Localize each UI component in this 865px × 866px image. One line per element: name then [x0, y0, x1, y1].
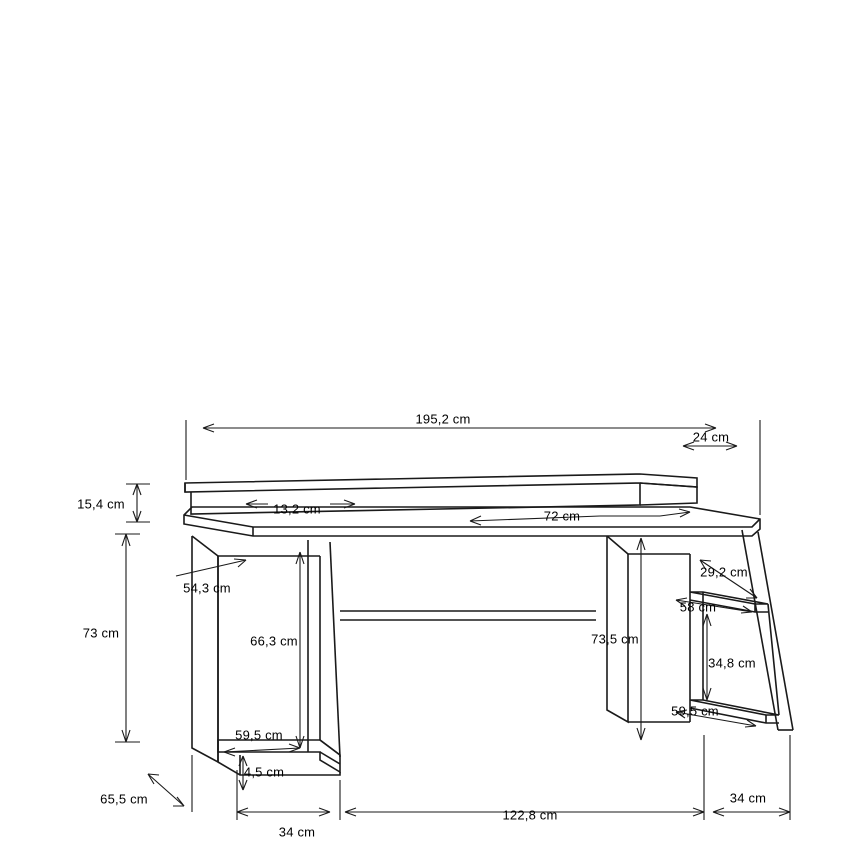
- dimension-label-left-panel-depth: 54,3 cm: [183, 580, 231, 596]
- dimension-label-overall-depth: 65,5 cm: [100, 791, 148, 807]
- right-side-panel: [607, 536, 690, 722]
- dimension-label-riser-height: 15,4 cm: [77, 496, 125, 512]
- dimension-label-shelf-lower-width: 59,5 cm: [671, 703, 719, 719]
- dimension-label-left-foot-height: 4,5 cm: [243, 764, 285, 780]
- right-angled-leg: [742, 530, 793, 730]
- dimension-label-worktop-depth: 72 cm: [543, 508, 581, 524]
- dimension-label-riser-inner-height: 13,2 cm: [273, 501, 321, 517]
- dimension-label-shelf-depth-top: 24 cm: [692, 429, 730, 445]
- dimension-label-right-side-height: 73,5 cm: [591, 631, 639, 647]
- left-slanted-leg: [308, 540, 340, 757]
- dimension-label-left-base-width: 34 cm: [278, 824, 316, 840]
- riser-hutch: [185, 474, 697, 514]
- dimension-label-total-height: 73 cm: [82, 625, 120, 641]
- center-back-panel: [340, 611, 596, 620]
- dimension-label-shelf-lower-height: 34,8 cm: [708, 655, 756, 671]
- dimension-label-shelf-upper-height: 29,2 cm: [700, 564, 748, 580]
- dimension-label-overall-width: 195,2 cm: [415, 411, 471, 427]
- dimension-label-center-span: 122,8 cm: [502, 807, 558, 823]
- dimension-label-left-leg-inner: 66,3 cm: [250, 633, 298, 649]
- dimension-label-right-base-width: 34 cm: [729, 790, 767, 806]
- dimension-label-left-foot-width: 59,5 cm: [235, 727, 283, 743]
- dimension-label-shelf-upper-width: 58 cm: [679, 599, 717, 615]
